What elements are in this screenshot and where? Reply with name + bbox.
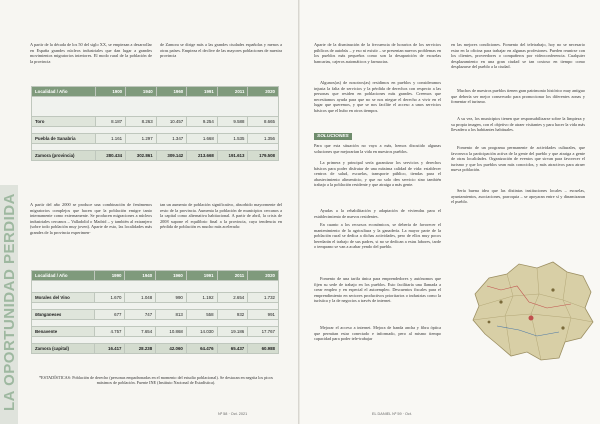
cell: 309.142 (156, 151, 187, 161)
table-row (32, 293, 279, 303)
table-header-row (32, 271, 279, 281)
page-footer-left: Nº 58 · Oct. 2021 (218, 412, 248, 416)
table-header-cell: 1991 (186, 271, 217, 281)
row-name: Benavente (32, 327, 95, 337)
intro-col2: de Zamora se dirige más a las grandes ciudades españolas y menos a otras países. Empieza el declive de las mayores poblaciones de nuestra provincia (160, 42, 282, 59)
table-header-cell: 1990 (94, 271, 125, 281)
cell: 990 (156, 293, 187, 303)
cell: 213.668 (187, 151, 218, 161)
right-page (300, 0, 600, 424)
table-header-cell: 1960 (156, 271, 187, 281)
right-col1-p1: Aparte de la disminución de la frecuencia de horarios de los servicios públicos de autobús – y eso ni existir – se presentan nuevos problemas en los pueblos más pequeños como son la desaparición de escuelas bancarias, cajeros automáticos y farmacias. (314, 42, 441, 64)
right-col2-p5: Sería buena idea que las distintas instituciones locales – escuelas, ayuntamientos, asociaciones, parroquia – se apoyaran entre sí y dinamizaran el pueblo. (451, 188, 585, 205)
right-col2-p1: en las mejores condiciones. Fomento del teletrabajo, hoy no se necesario estar en la oficina para trabajar en algunas profesiones. Pueden reunirse con los clientes, proveedores o compañeros por videoconferencia. Cualquier desplazamiento en una gran ciudad se tan costoso en tiempo como desplazarse del pueblo a la ciudad. (451, 42, 585, 70)
right-col1-p4: La primera y principal sería garantizar los servicios y derechos básicos para poder disfrutar de una máxima calidad de vida: establecer centros de salud, escuelas, transporte público, tiendas para el abastecimiento alimenticio, y que no solo den servicio sino también trabajo a la población residente y que atraiga a más gente. (314, 160, 441, 188)
population-table-2 (31, 270, 279, 354)
cell: 10.868 (156, 327, 187, 337)
row-name: Zamora (capital) (32, 344, 95, 354)
table-row (32, 117, 279, 127)
mid-col2: tan un aumento de población significativo, absorbido mayormente del resto de la provincia. Aumenta la población de municipios cercanos a la capital como alternativa habitacional. A partir de abril, la crisis de 2008 supone el equilibrio final a la provincia, cuya tendencia en pérdida de población es mucho más acelerada: (160, 202, 282, 230)
right-col1-p7: Fomento de una tarifa única para emprendedores y autónomos que fijen su sede de trabajo en los pueblos. Esto facilitaría una llamada a crear empleo y en especial el autoempleo. Descuentos fiscales para el emprendimiento en sectores productivos prioritarios o industrias como la turística y la de negocios a través de internet. (314, 276, 441, 304)
cell: 302.861 (126, 151, 157, 161)
population-table-1 (31, 86, 279, 161)
cell: 1.297 (126, 134, 157, 144)
cell: 16.417 (94, 344, 125, 354)
banner-title: LA OPORTUNIDAD PERDIDA (1, 193, 18, 411)
row-name: Zamora (provincia) (32, 151, 96, 161)
cell: 10.457 (156, 117, 187, 127)
table-header-cell: Localidad / Año (32, 87, 96, 97)
cell: 8.665 (248, 117, 279, 127)
cell: 1.356 (248, 134, 279, 144)
cell: 1.732 (248, 293, 279, 303)
row-name: Manganeses (32, 310, 95, 320)
cell: 747 (125, 310, 156, 320)
table-header-cell: 1940 (126, 87, 157, 97)
cell: 17.767 (248, 327, 279, 337)
province-map (467, 256, 597, 381)
page-footer-right: EL DANIEL Nº 59 · Oct. (372, 412, 412, 416)
table-row (32, 327, 279, 337)
cell: 1.347 (156, 134, 187, 144)
right-col1-p3: Para que esta situación no vaya a más, hemos discutido algunas soluciones que mejorarían la vida en nuestros pueblos. (314, 143, 441, 154)
cell: 1.192 (186, 293, 217, 303)
table-header-row (32, 87, 279, 97)
footnote: *ESTADÍSTICAS: Población de derecho (personas empadronadas en el momento del estudio poblacional). Se destacan en negrita los picos máximos de población. Fuente INE (Instituto Nacional de Estadística). (38, 375, 274, 386)
mid-col1: A partir del año 2000 se produce una combinación de fenómenos migratorios complejos que hacen que la población emigre tanto internamente como externamente. Se producen migraciones a núcleos industriales cercanos – Valladolid o Madrid – y también al extranjero (sobre todo población muy joven). Aparte de esto, las localidades más grandes de la provincia experimen- (30, 202, 152, 235)
cell: 932 (217, 310, 248, 320)
table-header-cell: 2011 (217, 271, 248, 281)
cell: 179.508 (248, 151, 279, 161)
table-header-cell: 2020 (248, 271, 279, 281)
row-name: Puebla de Sanabria (32, 134, 96, 144)
cell: 4.757 (94, 327, 125, 337)
table-header-cell: Localidad / Año (32, 271, 95, 281)
cell: 991 (248, 310, 279, 320)
cell: 19.186 (217, 327, 248, 337)
cell: 1.161 (95, 134, 126, 144)
cell: 8.187 (95, 117, 126, 127)
table-header-cell: 2011 (217, 87, 248, 97)
cell: 42.060 (156, 344, 187, 354)
right-col2-p4: Fomento de un programa permanente de actividades culturales, que favorezca la participación activa de la gente del pueblo y que atraiga a gente de otras localidades. Organización de eventos que sirvan para favorecer el turismo y que los pueblos sean más conocidos, y más atractivos para atraer nueva población. (451, 145, 585, 173)
table-row (32, 344, 279, 354)
table-header-cell: 1960 (156, 87, 187, 97)
cell: 60.988 (248, 344, 279, 354)
cell: 28.238 (125, 344, 156, 354)
cell: 1.535 (217, 134, 248, 144)
right-col1-p8: Mejorar el acceso a internet. Mejora de banda ancha y fibra óptica que permitan estar conectado e informado, pero al mismo tiempo capacidad para poder tele-trabajar (314, 325, 441, 342)
cell: 2.654 (217, 293, 248, 303)
table-row (32, 134, 279, 144)
right-col1-p2: Algunos(as) de nosotros(as) residimos en pueblos y consideramos injusta la falta de servicios y la pérdida de derechos con respecto a las personas que residen en poblaciones más grandes. Creemos que necesitamos ayuda para que no se nos niegue el derecho a vivir en el lugar que queremos, y que se nos facilite el acceso a unos servicios básicos que el hubo en otros tiempos. (314, 80, 441, 113)
cell: 65.437 (217, 344, 248, 354)
row-name: Morales del Vino (32, 293, 95, 303)
cell: 7.654 (125, 327, 156, 337)
cell: 677 (94, 310, 125, 320)
table-header-cell: 1991 (187, 87, 218, 97)
section-heading: SOLUCIONES (314, 133, 352, 140)
cell: 558 (186, 310, 217, 320)
cell: 9.254 (187, 117, 218, 127)
cell: 1.670 (94, 293, 125, 303)
right-col1-p6: En cuanto a los recursos económicos, se debería de favorecer el mantenimiento de la agricultura y la ganadería. La mayor parte de la población rural se dedica a dichas actividades, pero de ellos muy pocos heredarán el trabajo de sus padres, si no se dedican a estas labores, tarde o temprano se van a acabar yendo del pueblo. (314, 222, 441, 250)
table-header-cell: 1940 (125, 271, 156, 281)
cell: 14.030 (186, 327, 217, 337)
row-name: Toro (32, 117, 96, 127)
right-col2-p3: A su vez, los municipios tienen que responsabilizarse sobre la limpieza y su propia imagen, con el objetivo de atraer visitantes y para hacer la vida más llevadera a los habitantes habituales. (451, 116, 585, 133)
cell: 813 (156, 310, 187, 320)
right-col1-p5: Ayudas a la rehabilitación y adaptación de viviendas para el establecimiento de nuevos residentes. (314, 208, 441, 219)
cell: 64.476 (186, 344, 217, 354)
cell: 8.263 (126, 117, 157, 127)
table-header-cell: 1900 (95, 87, 126, 97)
cell: 9.588 (217, 117, 248, 127)
cell: 191.613 (217, 151, 248, 161)
table-row (32, 310, 279, 320)
cell: 1.048 (125, 293, 156, 303)
cell: 1.668 (187, 134, 218, 144)
intro-col1: A partir de la década de los 50 del siglo XX, se empiezan a desarrollar en España grandes núcleos industriales que dan lugar a grandes movimientos migratorios interiores. El modo rural de la población de la provincia (30, 42, 152, 64)
table-row (32, 151, 279, 161)
cell: 280.434 (95, 151, 126, 161)
table-header-cell: 2020 (248, 87, 279, 97)
right-col2-p2: Muchos de nuestros pueblos tienen gran patrimonio histórico muy antiguo que debería ser mejor conservado para promocionar los diferentes zonas y fomentar el turismo. (451, 88, 585, 105)
